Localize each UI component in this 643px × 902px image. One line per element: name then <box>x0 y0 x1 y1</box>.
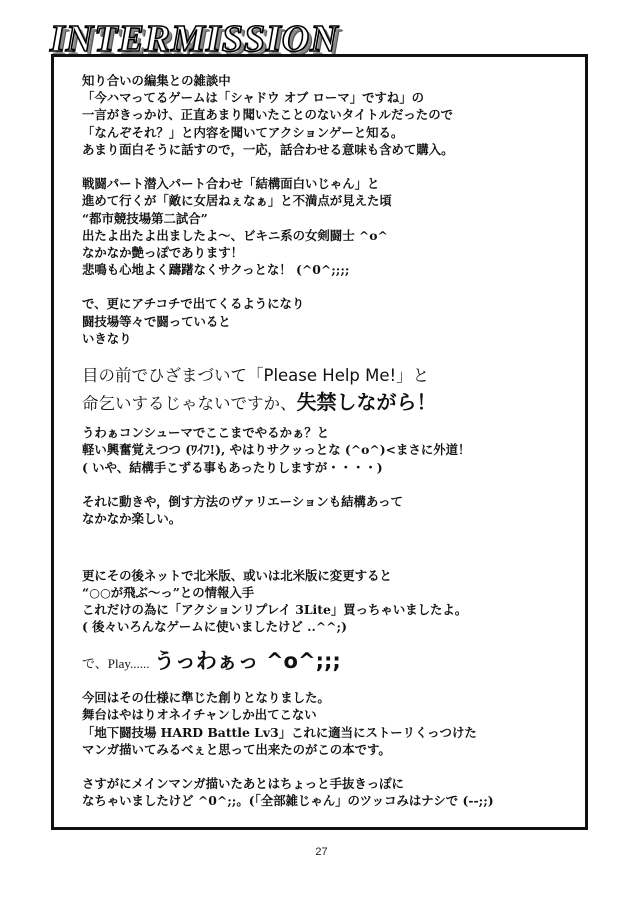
text-line: 闘技場等々で闘っていると <box>82 313 231 329</box>
large-text-line <box>82 388 582 416</box>
paragraph-gap <box>82 635 582 645</box>
text-line: 今回はその仕様に準じた創りとなりました。 <box>82 690 330 706</box>
text-line: 戦闘パート潜入パート合わせ「結構面白いじゃん」と <box>82 176 380 192</box>
text-line: さすがにメインマンガ描いたあとはちょっと手抜きっぽに <box>82 776 404 792</box>
text-line: 出たよ出たよ出ましたよ～、ビキニ系の女剣闘士 ^o^ <box>82 227 388 243</box>
paragraph-gap <box>82 347 582 364</box>
play-prefix: で、Play...... <box>82 656 150 672</box>
text-line: なかなか楽しい。 <box>82 511 182 527</box>
text-line: 更にその後ネットで北米版、或いは北米版に変更すると <box>82 567 392 583</box>
paragraph-gap <box>82 677 582 689</box>
paragraph-gap <box>82 158 582 175</box>
large-text-prefix: 命乞いするじゃないですか、 <box>82 394 297 414</box>
text-line: 「地下闘技場 HARD Battle Lv3」これに適当にストーリくっつけた <box>82 724 477 740</box>
text-line: “○○が飛ぶ～っ”との情報入手 <box>82 584 255 600</box>
large-text-line: 目の前でひざまづいて「Please Help Me!」と <box>82 366 430 386</box>
text-line: 知り合いの編集との雑談中 <box>82 73 231 88</box>
text-line: 「今ハマってるゲームは「シャドウ オブ ローマ」ですね」の <box>82 90 425 106</box>
text-line: で、更にアチコチで出てくるようになり <box>82 296 305 312</box>
emphasis-text: 失禁しながら！ <box>296 390 437 415</box>
play-exclamation: うっわぁっ ^o^;;; <box>153 649 341 674</box>
text-line: ( いや、結構手こずる事もあったりしますが・・・・) <box>82 459 383 475</box>
paragraph-gap <box>82 527 582 549</box>
text-line: あまり面白そうに話すので，一応，話合わせる意味も含めて購入。 <box>82 141 454 157</box>
text-line: 進めて行くが「敵に女居ねぇなぁ」と不満点が見えた頃 <box>82 193 392 209</box>
text-line: 悲鳴も心地よく躊躇なくサクっとな！ (^0^;;;; <box>82 262 350 278</box>
paragraph-gap <box>82 549 582 566</box>
paragraph-gap <box>82 278 582 295</box>
text-line: “都市競技場第二試合” <box>82 210 208 226</box>
text-line: うわぁコンシューマでここまでやるかぁ？と <box>82 425 330 441</box>
paragraph-gap <box>82 758 582 775</box>
text-line: いきなり <box>82 330 132 346</box>
text-line: 「なんぞそれ？」と内容を聞いてアクションゲーと知る。 <box>82 124 404 140</box>
text-line: マンガ描いてみるべぇと思って出来たのがこの本です。 <box>82 741 391 757</box>
text-line: なちゃいましたけど ^0^;;。(「全部雑じゃん」のツッコみはナシで (--;;) <box>82 793 494 809</box>
text-line: それに動きや，倒す方法のヴァリエーションも結構あって <box>82 493 403 509</box>
text-line: ( 後々いろんなゲームに使いましたけど ..^^;) <box>82 619 347 635</box>
body-text <box>82 72 582 810</box>
text-line: なかなか艶っぽであります！ <box>82 244 244 260</box>
paragraph-gap <box>82 416 582 424</box>
text-line: これだけの為に「アクションリプレイ 3Lite」買っちゃいましたよ。 <box>82 601 468 617</box>
text-line: 舞台はやはりオネイチャンしか出てこない <box>82 707 317 723</box>
page-title: INTERMISSION <box>50 18 339 60</box>
text-line: 軽い興奮覚えつつ (ﾜｲﾌ!), やはりサクッっとな (^o^)<まさに外道！ <box>82 442 471 458</box>
text-line: 一言がきっかけ、正直あまり聞いたことのないタイトルだったので <box>82 107 453 123</box>
page-number: 27 <box>315 846 328 858</box>
play-line <box>82 645 582 677</box>
paragraph-gap <box>82 476 582 493</box>
